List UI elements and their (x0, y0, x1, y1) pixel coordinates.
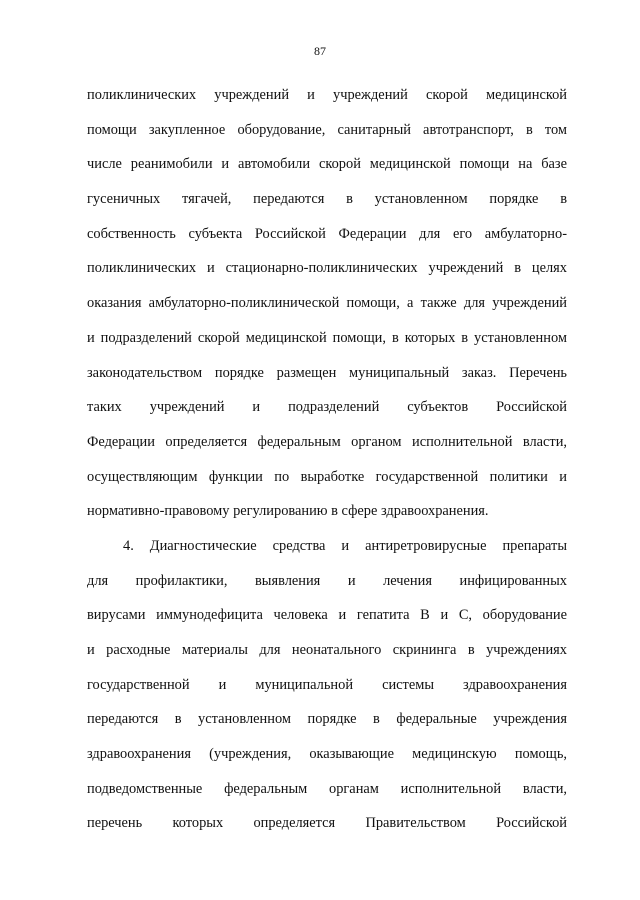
text-line: и расходные материалы для неонатального скрининга в учреждениях (87, 642, 567, 658)
text-line: 4. Диагностические средства и антиретровирусные препараты (123, 537, 567, 554)
text-line: таких учреждений и подразделений субъектов Российской (87, 399, 567, 416)
text-line: подведомственные федеральным органам исполнительной власти, (87, 780, 567, 797)
text-line: здравоохранения (учреждения, оказывающие медицинскую помощь, (87, 746, 567, 763)
page-number: 87 (314, 44, 326, 58)
text-line: гусеничных тягачей, передаются в установленном порядке в (87, 191, 567, 208)
text-line: помощи закупленное оборудование, санитарный автотранспорт, в том (87, 121, 567, 138)
text-line: числе реанимобили и автомобили скорой медицинской помощи на базе (87, 156, 567, 173)
text-line: вирусами иммунодефицита человека и гепатита В и С, оборудование (87, 607, 567, 624)
text-line: перечень которых определяется Правительством Российской (87, 815, 567, 832)
text-line: нормативно-правовому регулированию в сфере здравоохранения. (87, 503, 489, 520)
text-line: поликлинических учреждений и учреждений скорой медицинской (87, 87, 567, 103)
paragraph-1 (87, 85, 567, 536)
text-line: осуществляющим функции по выработке государственной политики и (87, 468, 567, 485)
text-line: Федерации определяется федеральным органом исполнительной власти, (87, 433, 567, 450)
text-line: передаются в установленном порядке в федеральные учреждения (87, 711, 567, 728)
text-line: оказания амбулаторно-поликлинической помощи, а также для учреждений (87, 295, 567, 312)
text-line: собственность субъекта Российской Федерации для его амбулаторно- (87, 225, 567, 242)
text-line: государственной и муниципальной системы здравоохранения (87, 676, 567, 693)
text-line: для профилактики, выявления и лечения инфицированных (87, 572, 567, 589)
text-line: поликлинических и стационарно-поликлинических учреждений в целях (87, 260, 567, 277)
paragraph-2 (87, 536, 567, 848)
text-line: законодательством порядке размещен муниципальный заказ. Перечень (87, 364, 567, 381)
text-line: и подразделений скорой медицинской помощи, в которых в установленном (87, 329, 567, 346)
body-text (87, 85, 567, 848)
